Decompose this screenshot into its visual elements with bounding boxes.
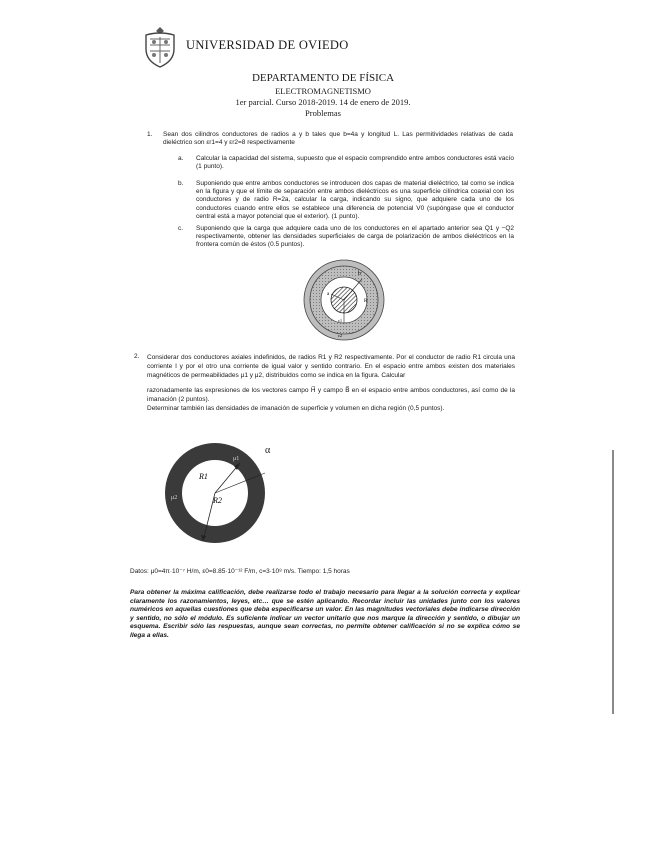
problem2-line1: Considerar dos conductores axiales indefinidos, de radios R1 y R2 respectivamente. Por el conductor de radio R1 circula una corriente I y por el otro una corriente de igual valor y sentido contrario. En el espacio entre ambos existen dos materiales magnéticos de permeabilidades μ1 y μ2, distribuidos como se indica en la figura. Calcular	[147, 354, 515, 379]
department-title: DEPARTAMENTO DE FÍSICA	[251, 72, 395, 84]
label-R1: R1	[199, 472, 208, 481]
label-alpha: α	[265, 445, 271, 456]
part-c-text: Suponiendo que la carga que adquiere cada uno de los conductores en el apartado anterior sea Q1 y −Q2 respectivamente, obtener las densidades superficiales de carga de polarización de ambos dieléctricos en la frontera común de éstos (0.5 puntos).	[196, 225, 514, 249]
problem2-line3: Determinar también las densidades de imanación de superficie y volumen en dicha región (0,5 puntos).	[147, 405, 445, 412]
label-b: b	[358, 271, 361, 277]
label-R2: R2	[213, 496, 222, 505]
label-mu2: μ2	[171, 495, 178, 501]
label-mu1: μ1	[233, 456, 240, 462]
exam-info: 1er parcial. Curso 2018-2019. 14 de enero de 2019.	[235, 97, 411, 107]
grading-note: Para obtener la máxima calificación, debe realizarse todo el trabajo necesario para llegar a la solución correcta y explicar claramente los razonamientos, leyes, etc… que se estén aplicando. Recordar incluir las unidades junto con los valores numéricos en aquellas cuestiones que deba especificarse un valor. En las magnitudes vectoriales debe indicarse dirección y sentido, no sólo el módulo. Es suficiente indicar un vector unitario que nos marque la dirección y sentido, o dibujar un esquema. Escribir sólo las respuestas, aunque sean correctas, no permite obtener calificación si no se explica cómo se llega a ellas.	[130, 589, 520, 639]
coaxial-dielectric-figure	[303, 259, 385, 341]
part-c-label: c.	[178, 225, 184, 232]
part-a-text: Calcular la capacidad del sistema, supuesto que el espacio comprendido entre ambos conductores está vacío (1 punto).	[196, 155, 514, 171]
label-eps2: ε2	[338, 333, 343, 338]
problem2-line2: razonadamente las expresiones de los vectores campo H⃗ y campo B⃗ en el espacio entre ambos conductores, así como de la imanación (2 puntos).	[147, 387, 515, 403]
problem1-number: 1.	[147, 131, 153, 138]
part-a-label: a.	[178, 155, 184, 162]
part-b-label: b.	[178, 180, 184, 187]
university-name: UNIVERSIDAD DE OVIEDO	[186, 38, 349, 52]
university-crest-logo	[140, 25, 180, 69]
problem2-number: 2.	[134, 353, 140, 360]
label-a: a	[327, 292, 330, 297]
data-line: Datos: μ0=4π·10⁻⁷ H/m, ε0=8.85·10⁻¹² F/m, c=3·10⁸ m/s. Tiempo: 1,5 horas	[130, 568, 350, 575]
magnetic-annulus-figure	[163, 441, 267, 545]
problem2-statement	[147, 353, 515, 413]
problem1-statement: Sean dos cilindros conductores de radios a y b tales que b=4a y longitud L. Las permitividades relativas de cada dieléctrico son εr1=4 y εr2=8 respectivamente	[163, 131, 513, 147]
section-title: Problemas	[305, 108, 341, 118]
course-title: ELECTROMAGNETISMO	[275, 86, 371, 96]
part-b-text: Suponiendo que entre ambos conductores se introducen dos capas de material dieléctrico, tal como se indica en la figura y que el límite de separación entre ambos dieléctricos es una superficie cilíndrica coaxial con los conductores y de radio R=2a, calcular la carga, indicando su signo, que adquiere cada uno de los conductores cuando entre ellos se establece una diferencia de potencial V0 (supóngase que el conductor central está a mayor potencial que el exterior). (1 punto).	[196, 180, 514, 220]
label-R: R	[364, 299, 368, 304]
scrollbar[interactable]	[612, 450, 614, 714]
label-eps1: ε1	[338, 318, 343, 323]
